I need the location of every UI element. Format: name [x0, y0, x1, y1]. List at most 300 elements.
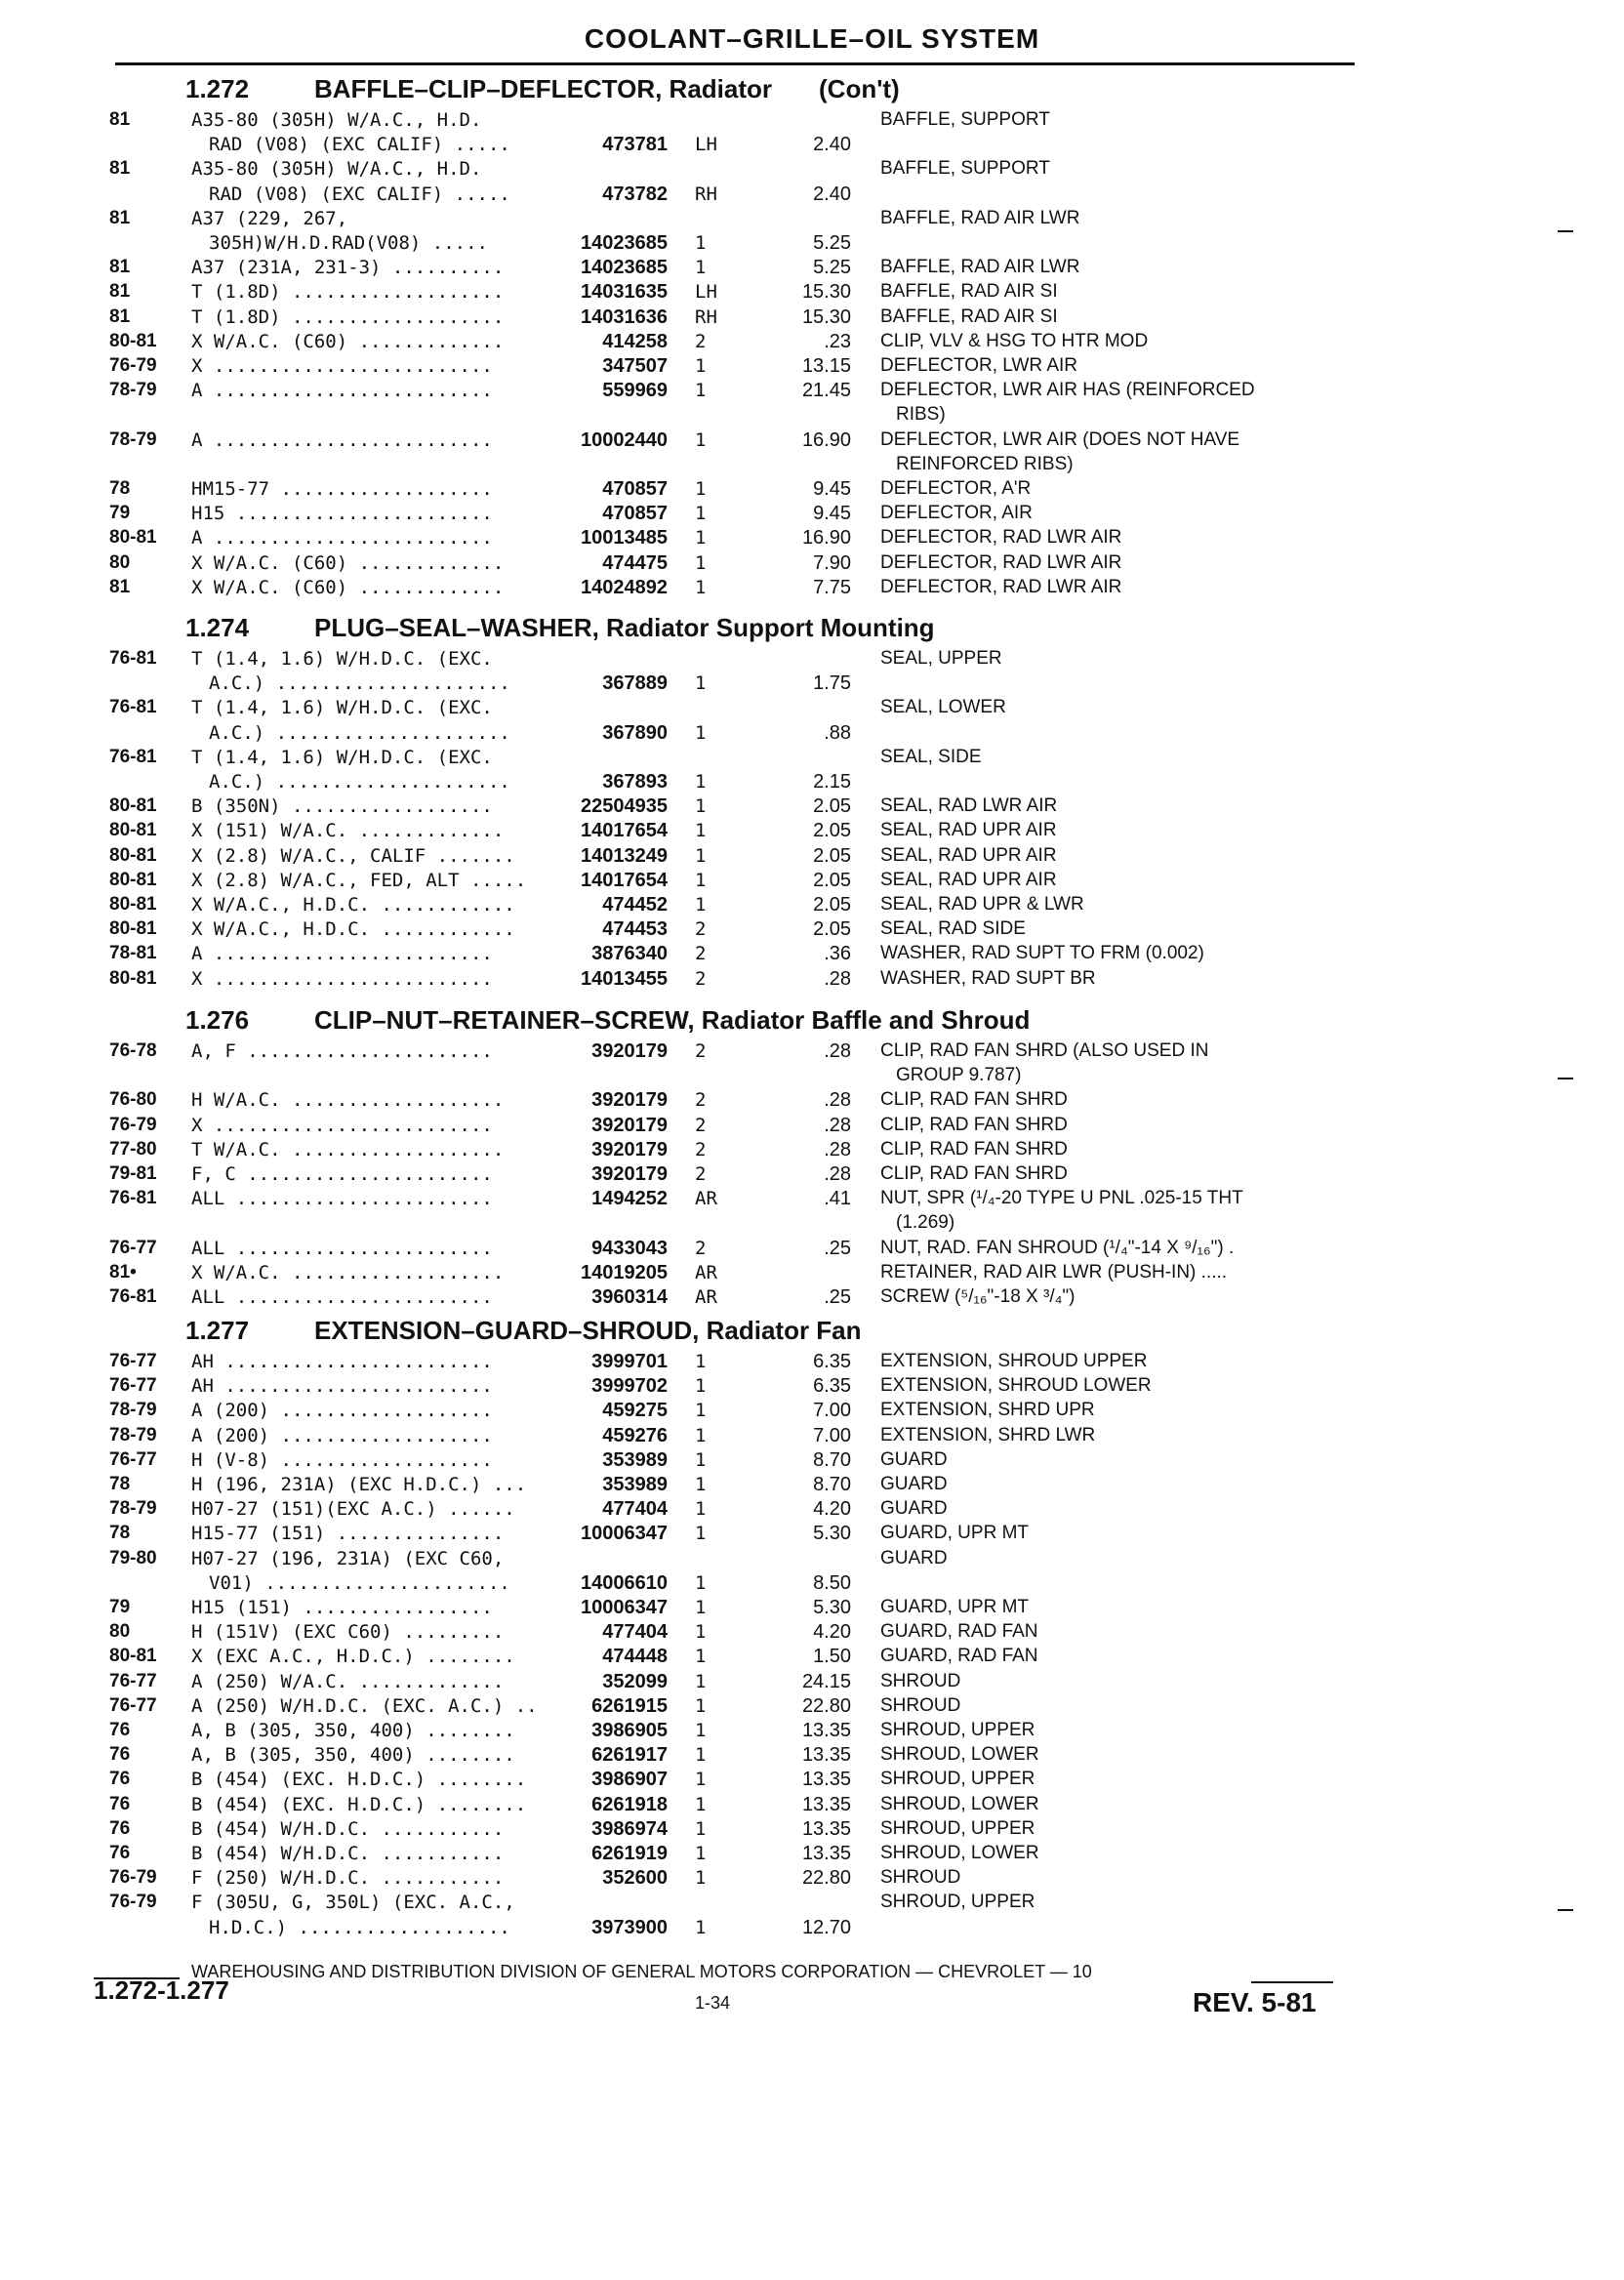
part-description: DEFLECTOR, RAD LWR AIR	[880, 576, 1122, 597]
part-description: BAFFLE, SUPPORT	[880, 109, 1050, 130]
price: 8.70	[813, 1448, 851, 1471]
part-description: SHROUD, LOWER	[880, 1843, 1039, 1863]
part-number: 3920179	[591, 1040, 668, 1062]
part-number: 3986974	[591, 1817, 668, 1840]
model-year: 80-81	[109, 918, 157, 940]
part-description: (1.269)	[896, 1212, 955, 1234]
quantity: 1	[695, 1720, 707, 1741]
part-number: 14024892	[581, 576, 668, 598]
model-year: 78-79	[109, 1498, 157, 1520]
table-row	[0, 771, 1624, 795]
model-application: X (151) W/A.C. .............	[191, 820, 505, 842]
model-application: A.C.) .....................	[209, 771, 510, 793]
model-year: 81	[109, 207, 131, 228]
model-year: 76-81	[109, 648, 157, 669]
part-number: 3920179	[591, 1089, 668, 1112]
quantity: 1	[695, 551, 707, 574]
part-description: SHROUD, UPPER	[880, 1817, 1035, 1839]
model-year: 76-77	[109, 1448, 157, 1470]
price: .88	[824, 721, 851, 744]
quantity: 2	[695, 1138, 707, 1160]
table-row	[0, 943, 1624, 967]
part-number: 10006347	[581, 1523, 668, 1545]
price: 4.20	[813, 1498, 851, 1521]
section-title: EXTENSION–GUARD–SHROUD, Radiator Fan	[314, 1316, 862, 1345]
table-row	[0, 109, 1624, 134]
model-application: X W/A.C., H.D.C. ............	[191, 894, 515, 916]
model-year: 77-80	[109, 1138, 157, 1160]
part-number: 353989	[602, 1448, 668, 1471]
part-description: SEAL, RAD UPR AIR	[880, 820, 1057, 841]
model-year: 78-81	[109, 943, 157, 964]
model-year: 76	[109, 1744, 131, 1766]
quantity: 1	[695, 527, 707, 550]
model-application: B (454) (EXC. H.D.C.) ........	[191, 1769, 527, 1791]
table-row	[0, 1818, 1624, 1843]
part-number: 470857	[602, 503, 668, 525]
part-description: SHROUD	[880, 1670, 961, 1691]
section-continued: (Con't)	[819, 74, 900, 103]
model-application: B (350N) ..................	[191, 795, 493, 818]
table-row	[0, 1769, 1624, 1793]
model-application: B (454) W/H.D.C. ...........	[191, 1843, 505, 1864]
footer-rule-right	[1251, 1981, 1333, 1983]
part-number: 14031635	[581, 281, 668, 304]
part-description: SEAL, RAD UPR AIR	[880, 844, 1057, 866]
table-row	[0, 1115, 1624, 1139]
price: .25	[824, 1237, 851, 1259]
price: 13.35	[801, 1843, 851, 1864]
section-number: 1.276	[185, 1005, 250, 1035]
part-description: NUT, RAD. FAN SHROUD (¹/₄"-14 X ⁹/₁₆") .	[880, 1237, 1235, 1258]
part-description: BAFFLE, RAD AIR LWR	[880, 207, 1080, 228]
part-description: SEAL, RAD SIDE	[880, 918, 1026, 940]
table-row	[0, 1212, 1624, 1237]
table-row	[0, 527, 1624, 551]
model-application: H15-77 (151) ...............	[191, 1523, 505, 1545]
table-row	[0, 1375, 1624, 1400]
table-row	[0, 1474, 1624, 1498]
price: 2.05	[813, 795, 851, 818]
model-application: A, B (305, 350, 400) ........	[191, 1744, 515, 1767]
model-application: A .........................	[191, 943, 493, 965]
price: 13.35	[801, 1793, 851, 1815]
table-row	[0, 232, 1624, 257]
table-row	[0, 1597, 1624, 1621]
model-application: 305H)W/H.D.RAD(V08) .....	[209, 232, 488, 254]
part-description: SHROUD	[880, 1867, 961, 1889]
quantity: 2	[695, 918, 707, 941]
model-year: 81	[109, 109, 131, 130]
part-number: 414258	[602, 330, 668, 352]
price: 2.40	[813, 183, 851, 205]
table-row	[0, 672, 1624, 697]
section-heading	[185, 74, 900, 104]
table-row	[0, 1065, 1624, 1089]
table-row	[0, 306, 1624, 331]
quantity: 1	[695, 672, 707, 695]
price: .28	[824, 1040, 851, 1062]
table-row	[0, 918, 1624, 943]
model-year: 80-81	[109, 844, 157, 866]
model-application: A35-80 (305H) W/A.C., H.D.	[191, 158, 482, 181]
model-year: 76-79	[109, 1867, 157, 1889]
price: .28	[824, 1114, 851, 1136]
part-number: 9433043	[591, 1237, 668, 1259]
model-application: RAD (V08) (EXC CALIF) .....	[209, 183, 510, 205]
part-description: GUARD	[880, 1448, 948, 1470]
model-application: A (200) ...................	[191, 1424, 493, 1446]
quantity: 1	[695, 1523, 707, 1545]
part-description: GUARD	[880, 1498, 948, 1520]
table-row	[0, 158, 1624, 183]
quantity: 1	[695, 820, 707, 842]
quantity: LH	[695, 281, 717, 304]
model-year: 76-78	[109, 1040, 157, 1061]
model-application: H (151V) (EXC C60) .........	[191, 1621, 505, 1644]
model-application: F, C ......................	[191, 1163, 493, 1185]
price: 8.50	[813, 1571, 851, 1594]
table-row	[0, 1425, 1624, 1449]
quantity: 1	[695, 1375, 707, 1398]
model-application: X W/A.C. (C60) .............	[191, 576, 505, 598]
footer-section-range: 1.272-1.277	[94, 1975, 229, 2005]
part-number: 14013455	[581, 967, 668, 990]
part-number: 559969	[602, 380, 668, 402]
price: 16.90	[801, 527, 851, 550]
price: 2.40	[813, 134, 851, 156]
part-number: 3920179	[591, 1163, 668, 1185]
quantity: 1	[695, 1694, 707, 1717]
part-number: 459275	[602, 1400, 668, 1422]
quantity: RH	[695, 305, 717, 328]
table-row	[0, 134, 1624, 158]
part-number: 14017654	[581, 820, 668, 842]
model-year: 79	[109, 1597, 131, 1617]
model-application: A37 (231A, 231-3) ..........	[191, 257, 505, 279]
model-year: 76	[109, 1793, 131, 1814]
table-row	[0, 1523, 1624, 1547]
quantity: 1	[695, 1424, 707, 1446]
model-application: F (305U, G, 350L) (EXC. A.C.,	[191, 1892, 515, 1914]
part-description: SEAL, RAD LWR AIR	[880, 795, 1058, 817]
part-number: 22504935	[581, 795, 668, 818]
table-row	[0, 208, 1624, 232]
part-description: SEAL, RAD UPR AIR	[880, 869, 1057, 890]
part-description: DEFLECTOR, LWR AIR	[880, 355, 1077, 376]
quantity: 1	[695, 1867, 707, 1890]
price: 13.35	[801, 1720, 851, 1741]
model-application: AH ........................	[191, 1375, 493, 1398]
table-row	[0, 1238, 1624, 1262]
quantity: 1	[695, 1474, 707, 1495]
model-year: 80-81	[109, 894, 157, 915]
model-year: 76-77	[109, 1694, 157, 1716]
table-row	[0, 1572, 1624, 1597]
part-description: SEAL, LOWER	[880, 697, 1006, 718]
table-row	[0, 1621, 1624, 1646]
part-number: 3960314	[591, 1286, 668, 1308]
price: 13.15	[801, 355, 851, 377]
quantity: 1	[695, 1400, 707, 1422]
price: 15.30	[801, 305, 851, 328]
part-description: GUARD	[880, 1547, 948, 1568]
price: 9.45	[813, 478, 851, 500]
quantity: 2	[695, 943, 707, 965]
model-application: T (1.4, 1.6) W/H.D.C. (EXC.	[191, 697, 493, 719]
part-description: WASHER, RAD SUPT BR	[880, 967, 1096, 989]
part-description: GUARD, RAD FAN	[880, 1621, 1038, 1643]
model-application: T (1.4, 1.6) W/H.D.C. (EXC.	[191, 648, 493, 670]
model-application: H07-27 (196, 231A) (EXC C60,	[191, 1547, 505, 1569]
price: 13.35	[801, 1769, 851, 1791]
part-description: RIBS)	[896, 404, 946, 426]
section-number: 1.274	[185, 613, 250, 642]
price: 5.25	[813, 232, 851, 254]
model-year: 76	[109, 1720, 131, 1740]
margin-mark	[1558, 1078, 1573, 1079]
model-year: 79	[109, 503, 131, 524]
quantity: 2	[695, 1163, 707, 1185]
quantity: AR	[695, 1286, 717, 1308]
part-number: 14019205	[581, 1261, 668, 1283]
footer-page-number: 1-34	[695, 1993, 731, 2013]
model-application: RAD (V08) (EXC CALIF) .....	[209, 134, 510, 156]
part-number: 477404	[602, 1498, 668, 1521]
quantity: 1	[695, 771, 707, 793]
model-year: 76	[109, 1769, 131, 1790]
part-description: DEFLECTOR, AIR	[880, 503, 1033, 524]
quantity: 2	[695, 1237, 707, 1259]
model-application: X W/A.C., H.D.C. ............	[191, 918, 515, 941]
table-row	[0, 1695, 1624, 1720]
model-application: F (250) W/H.D.C. ...........	[191, 1867, 505, 1890]
model-application: H15 (151) .................	[191, 1597, 493, 1618]
part-description: SHROUD, LOWER	[880, 1744, 1039, 1766]
table-row	[0, 380, 1624, 404]
quantity: 1	[695, 795, 707, 818]
part-description: BAFFLE, SUPPORT	[880, 158, 1050, 180]
model-application: V01) ......................	[209, 1571, 510, 1594]
table-row	[0, 257, 1624, 281]
part-description: GUARD, UPR MT	[880, 1523, 1029, 1544]
model-year: 80-81	[109, 527, 157, 549]
price: .28	[824, 1163, 851, 1185]
model-application: T (1.8D) ...................	[191, 281, 505, 304]
model-application: AH ........................	[191, 1351, 493, 1372]
table-row	[0, 577, 1624, 601]
quantity: 1	[695, 869, 707, 891]
table-row	[0, 722, 1624, 747]
model-year: 80-81	[109, 795, 157, 817]
part-number: 14023685	[581, 232, 668, 254]
table-row	[0, 1040, 1624, 1065]
quantity: 1	[695, 1817, 707, 1840]
part-description: GUARD, UPR MT	[880, 1597, 1029, 1617]
quantity: 1	[695, 503, 707, 525]
model-application: X W/A.C. (C60) .............	[191, 330, 505, 352]
part-description: BAFFLE, RAD AIR SI	[880, 305, 1058, 327]
price: 13.35	[801, 1817, 851, 1840]
part-description: SCREW (⁵/₁₆"-18 X ³/₄")	[880, 1286, 1076, 1307]
part-number: 6261919	[591, 1843, 668, 1864]
part-description: DEFLECTOR, RAD LWR AIR	[880, 527, 1122, 549]
quantity: 1	[695, 1793, 707, 1815]
part-number: 3986905	[591, 1720, 668, 1741]
quantity: 1	[695, 1597, 707, 1618]
model-application: A35-80 (305H) W/A.C., H.D.	[191, 109, 482, 131]
table-row	[0, 1139, 1624, 1163]
table-row	[0, 281, 1624, 305]
part-description: CLIP, RAD FAN SHRD	[880, 1089, 1068, 1111]
part-description: SHROUD, UPPER	[880, 1769, 1035, 1790]
part-number: 459276	[602, 1424, 668, 1446]
part-number: 474452	[602, 894, 668, 916]
part-description: DEFLECTOR, RAD LWR AIR	[880, 551, 1122, 573]
price: 7.00	[813, 1424, 851, 1446]
table-row	[0, 1646, 1624, 1670]
model-application: H W/A.C. ...................	[191, 1089, 505, 1112]
part-description: NUT, SPR (¹/₄-20 TYPE U PNL .025-15 THT	[880, 1188, 1243, 1209]
price: 24.15	[801, 1670, 851, 1692]
part-number: 3973900	[591, 1916, 668, 1938]
model-year: 80	[109, 551, 131, 573]
price: 22.80	[801, 1694, 851, 1717]
model-application: H07-27 (151)(EXC A.C.) ......	[191, 1498, 515, 1521]
part-number: 10002440	[581, 428, 668, 451]
part-number: 353989	[602, 1474, 668, 1495]
model-year: 81	[109, 158, 131, 180]
page-title: COOLANT–GRILLE–OIL SYSTEM	[584, 23, 1040, 54]
price: 2.05	[813, 820, 851, 842]
price: 5.25	[813, 257, 851, 279]
part-number: 3920179	[591, 1138, 668, 1160]
model-application: A (250) W/H.D.C. (EXC. A.C.) ..	[191, 1694, 538, 1717]
part-description: SHROUD	[880, 1694, 961, 1716]
table-row	[0, 1744, 1624, 1769]
price: 7.90	[813, 551, 851, 574]
quantity: AR	[695, 1188, 717, 1210]
table-row	[0, 1400, 1624, 1424]
quantity: 1	[695, 721, 707, 744]
model-application: T (1.4, 1.6) W/H.D.C. (EXC.	[191, 746, 493, 768]
model-application: ALL .......................	[191, 1237, 493, 1259]
part-number: 474448	[602, 1646, 668, 1668]
part-description: SHROUD, LOWER	[880, 1793, 1039, 1814]
table-row	[0, 1917, 1624, 1941]
model-year: 79-81	[109, 1163, 157, 1184]
part-number: 1494252	[591, 1188, 668, 1210]
section-number: 1.272	[185, 74, 250, 103]
part-description: RETAINER, RAD AIR LWR (PUSH-IN) .....	[880, 1261, 1228, 1282]
part-number: 470857	[602, 478, 668, 500]
quantity: 1	[695, 894, 707, 916]
quantity: 1	[695, 428, 707, 451]
margin-mark	[1558, 230, 1573, 232]
quantity: 1	[695, 355, 707, 377]
part-number: 477404	[602, 1621, 668, 1644]
section-heading	[185, 1316, 862, 1346]
model-year: 76-79	[109, 1114, 157, 1135]
table-row	[0, 404, 1624, 428]
price: 1.75	[813, 672, 851, 695]
table-row	[0, 870, 1624, 894]
model-year: 76	[109, 1817, 131, 1839]
price: .28	[824, 967, 851, 990]
table-row	[0, 795, 1624, 820]
price: 2.15	[813, 771, 851, 793]
model-year: 81•	[109, 1261, 137, 1282]
quantity: 1	[695, 1769, 707, 1791]
table-row	[0, 1867, 1624, 1892]
table-row	[0, 968, 1624, 993]
section-title: PLUG–SEAL–WASHER, Radiator Support Mounting	[314, 613, 935, 642]
section-heading	[185, 1005, 1030, 1036]
model-application: H.D.C.) ...................	[209, 1916, 510, 1938]
part-number: 367890	[602, 721, 668, 744]
model-application: T (1.8D) ...................	[191, 305, 505, 328]
part-description: SEAL, UPPER	[880, 648, 1002, 669]
margin-mark	[1558, 1909, 1573, 1911]
price: .23	[824, 330, 851, 352]
model-application: ALL .......................	[191, 1188, 493, 1210]
part-description: EXTENSION, SHROUD UPPER	[880, 1351, 1148, 1371]
part-number: 473782	[602, 183, 668, 205]
part-number: 474475	[602, 551, 668, 574]
model-application: A (250) W/A.C. .............	[191, 1670, 505, 1692]
price: 5.30	[813, 1523, 851, 1545]
price: 2.05	[813, 894, 851, 916]
model-application: A.C.) .....................	[209, 721, 510, 744]
quantity: 1	[695, 1843, 707, 1864]
part-description: EXTENSION, SHRD UPR	[880, 1400, 1095, 1421]
part-number: 14013249	[581, 844, 668, 867]
table-row	[0, 747, 1624, 771]
model-application: X .........................	[191, 355, 493, 377]
model-year: 78	[109, 478, 131, 499]
price: .41	[824, 1188, 851, 1210]
quantity: 2	[695, 967, 707, 990]
part-number: 3876340	[591, 943, 668, 965]
part-number: 14031636	[581, 305, 668, 328]
part-number: 347507	[602, 355, 668, 377]
table-row	[0, 1163, 1624, 1188]
quantity: 1	[695, 257, 707, 279]
part-description: CLIP, RAD FAN SHRD	[880, 1163, 1068, 1184]
model-year: 81	[109, 576, 131, 597]
table-row	[0, 1720, 1624, 1744]
model-application: A, B (305, 350, 400) ........	[191, 1720, 515, 1741]
quantity: 1	[695, 1448, 707, 1471]
model-application: B (454) W/H.D.C. ...........	[191, 1817, 505, 1840]
price: 12.70	[801, 1916, 851, 1938]
table-row	[0, 1498, 1624, 1523]
quantity: 1	[695, 1744, 707, 1767]
table-row	[0, 820, 1624, 844]
model-year: 76-81	[109, 697, 157, 718]
model-year: 80-81	[109, 869, 157, 890]
price: 1.50	[813, 1646, 851, 1668]
part-number: 6261917	[591, 1744, 668, 1767]
part-number: 474453	[602, 918, 668, 941]
model-year: 76	[109, 1843, 131, 1863]
section-title: CLIP–NUT–RETAINER–SCREW, Radiator Baffle and Shroud	[314, 1005, 1031, 1035]
model-application: B (454) (EXC. H.D.C.) ........	[191, 1793, 527, 1815]
table-row	[0, 1843, 1624, 1867]
table-row	[0, 183, 1624, 208]
part-number: 352099	[602, 1670, 668, 1692]
price: 5.30	[813, 1597, 851, 1618]
